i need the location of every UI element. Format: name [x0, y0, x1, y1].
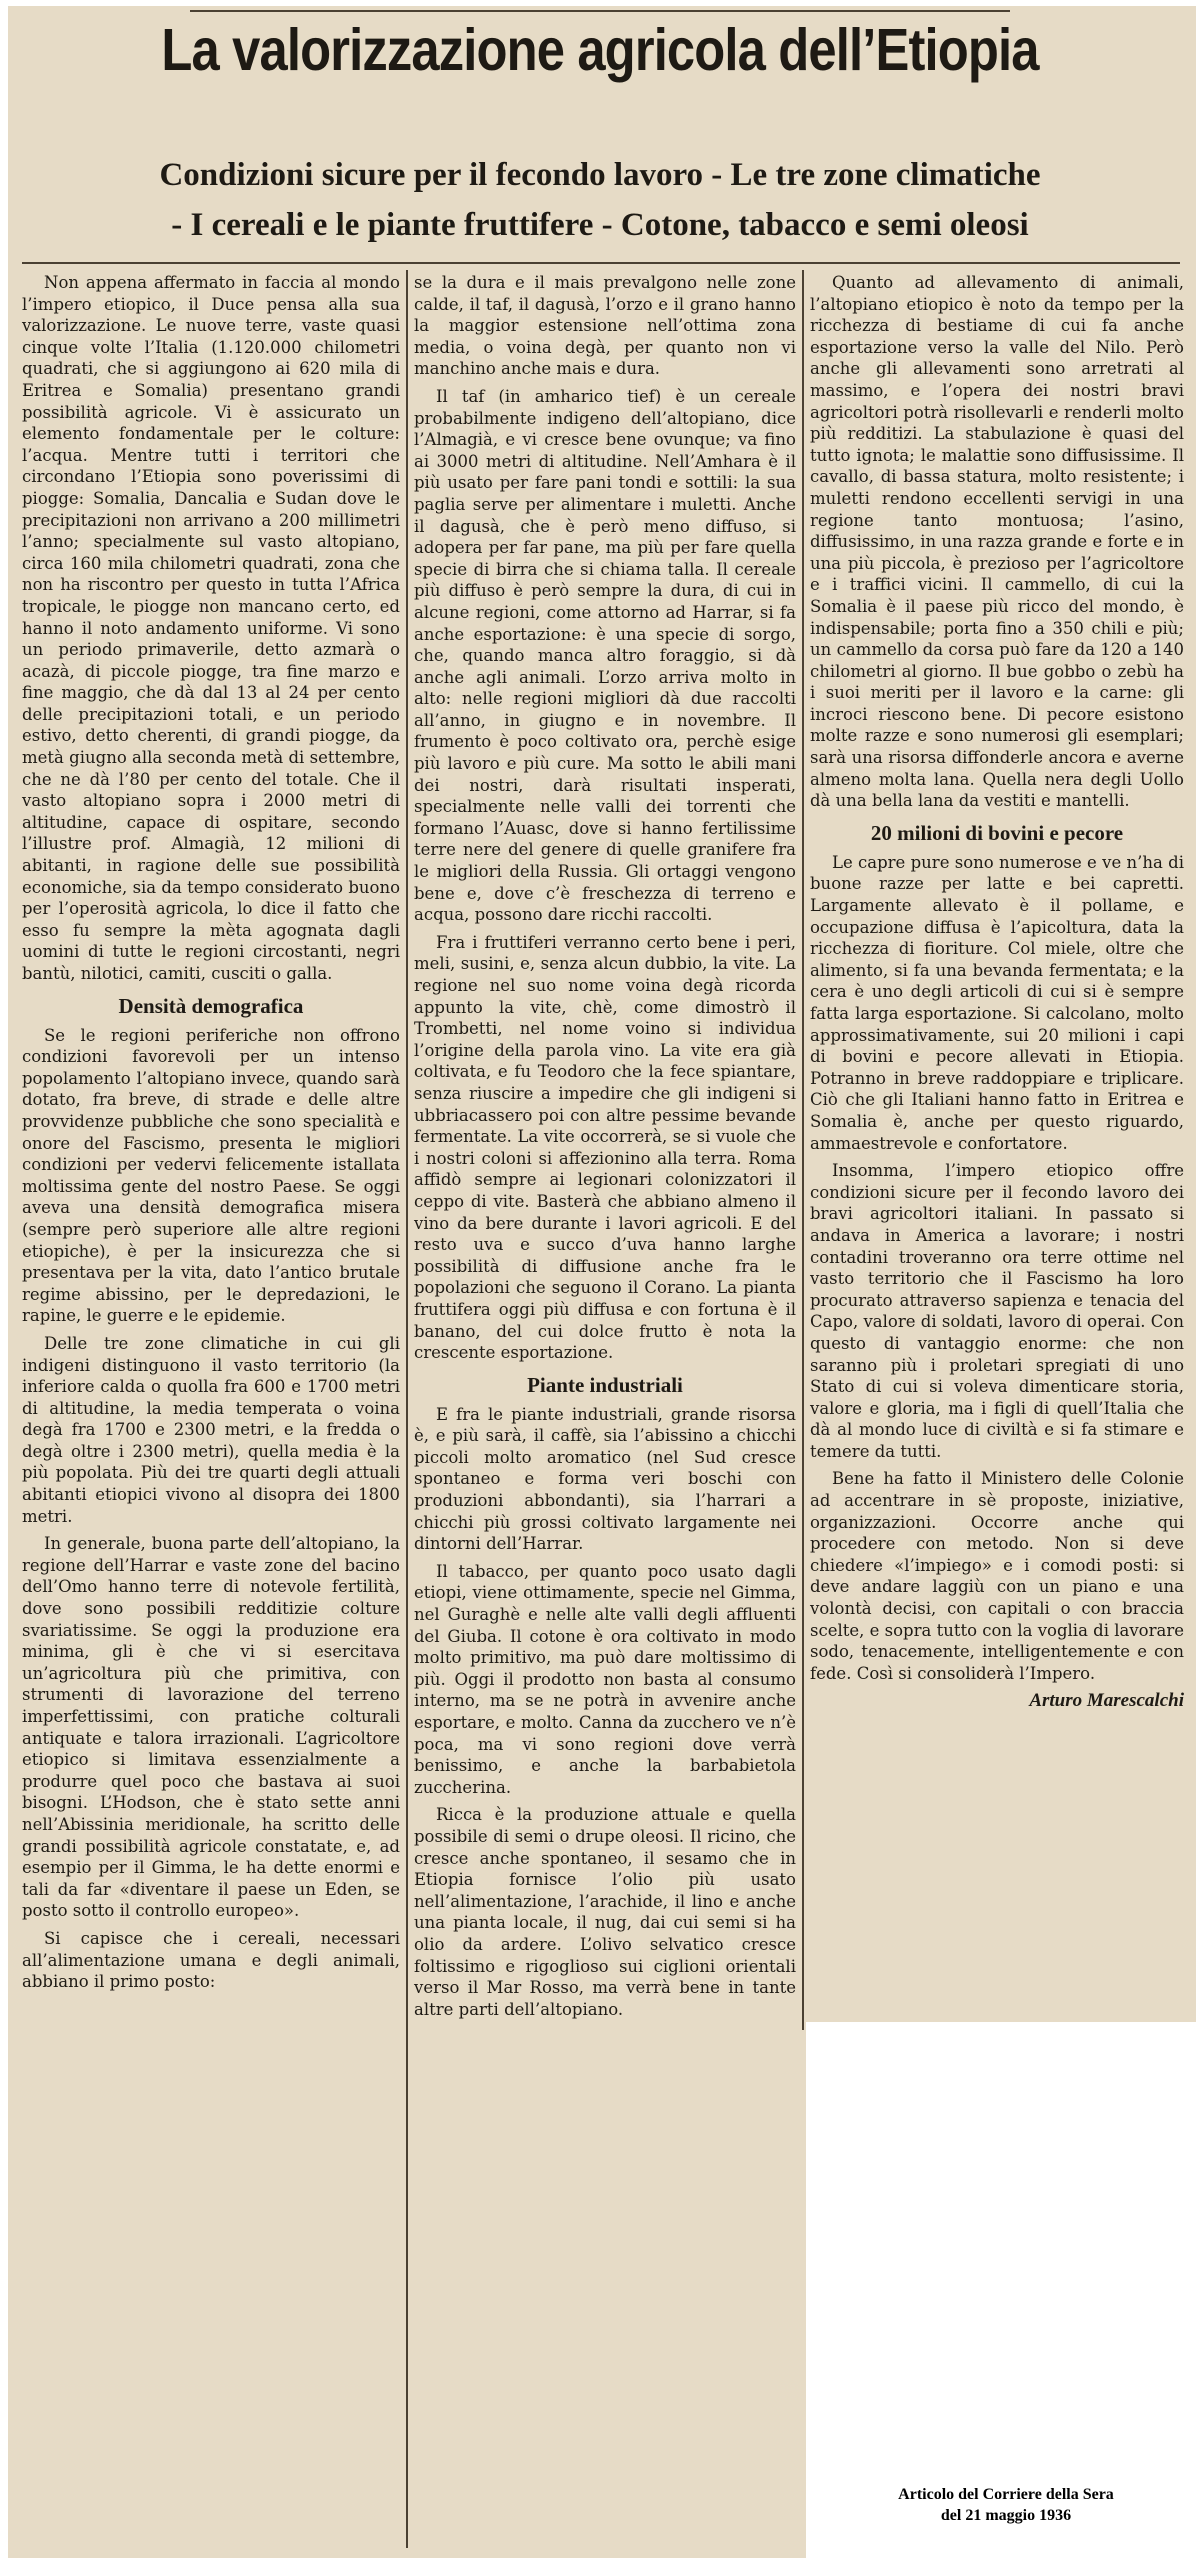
- paragraph: Delle tre zone climatiche in cui gli indigeni distinguono il vasto territorio (la inferiore calda o quolla fra 600 e 1700 metri di altitudine, la media temperata o voina degà fra 1700 e 2300 metri, e la fredda o degà oltre i 2300 metri), quella media è la più popolata. Più dei tre quarti degli attuali abitanti etiopici vivono al disopra dei 1800 metri.: [22, 1333, 400, 1526]
- header-rule: [22, 262, 1180, 264]
- paragraph: Quanto ad allevamento di animali, l’altopiano etiopico è noto da tempo per la ricchezza di bestiame di cui fa anche esportazione verso la valle del Nilo. Però anche gli allevamenti sono arretrati al massimo, e l’opera dei nostri bravi agricoltori potrà risollevarli e renderli molto più redditizi. La stabulazione è quasi del tutto ignota; le malattie sono diffusissime. Il cavallo, di bassa statura, molto resistente; i muletti rendono eccellenti servigi in una regione tanto montuosa; l’asino, diffusissimo, in una razza grande e forte e in una più piccola, è prezioso per l’agricoltore e i traffici vicini. Il cammello, di cui la Somalia è il paese più ricco del mondo, è indispensabile; porta fino a 350 chili e più; un cammello da corsa può fare da 120 a 140 chilometri al giorno. Il bue gobbo o zebù ha i suoi meriti per il lavoro e la carne: gli incroci riescono bene. Di pecore esistono molte razze e sono numerosi gli esemplari; sarà una risorsa diffonderle ancora e averne almeno molta lana. Quella nera degli Uollo dà una bella lana da vestiti e mantelli.: [810, 273, 1184, 811]
- paragraph: Insomma, l’impero etiopico offre condizioni sicure per il fecondo lavoro dei bravi agricoltori italiani. In passato si andava in America a lavorare; i nostri contadini troveranno ora terre ottime nel vasto territorio che il Fascismo ha loro procurato attraverso sapienza e tenacia del Capo, valore di soldati, lavoro di operai. Con questo di vantaggio enorme: che non saranno più i proletari spregiati di uno Stato di cui si voleva dimenticare storia, valore e gloria, ma i figli di quell’Italia che dà al mondo luce di civiltà e si fa stimare e temere da tutti.: [810, 1161, 1184, 1461]
- column-divider-1: [406, 270, 408, 2548]
- author-signature: Arturo Marescalchi: [1029, 1690, 1184, 1712]
- caption-line-1: Articolo del Corriere della Sera: [898, 2486, 1114, 2503]
- paragraph: Le capre pure sono numerose e ve n’ha di buone razze per latte e bei capretti. Largamente allevato è il pollame, e occupazione diffusa è l’apicoltura, data la ricchezza di fioriture. Col miele, oltre che alimento, si fa una bevanda fermentata; e la cera è uno degli articoli di cui si è sempre fatta larga esportazione. Si calcolano, molto approssimativamente, sui 20 milioni i capi di bovini e pecore allevati in Etiopia. Potranno in breve raddoppiare e triplicare. Ciò che gli Italiani hanno fatto in Eritrea e Somalia è, anche per questo riguardo, ammaestrevole e confortatore.: [810, 852, 1184, 1153]
- article-title: La valorizzazione agricola dell’Etiopia: [161, 17, 1039, 83]
- paragraph: Fra i fruttiferi verranno certo bene i peri, meli, susini, e, senza alcun dubbio, la vite. La regione nel suo nome voina degà ricorda appunto la vite, chè, come dimostrò il Trombetti, nel nome voino si individua l’origine della parola vino. La vite era già coltivata, e fu Teodoro che la fece spiantare, senza riuscire a impedire che gli indigeni si ubbriacassero poi con altre pessime bevande fermentate. La vite occorrerà, se si vuole che i nostri coloni si affezionino alla terra. Roma affidò sempre ai legionari colonizzatori il ceppo di vite. Basterà che abbiano almeno il vino da bere durante i lavori agricoli. E del resto uva e succo d’uva hanno larghe possibilità di diffusione anche fra le popolazioni che seguono il Corano. La pianta fruttifera oggi più diffusa e con fortuna è il banano, del cui dolce frutto è nota la crescente esportazione.: [414, 932, 796, 1363]
- column-3: [810, 272, 1184, 1712]
- section-heading-piante: Piante industriali: [527, 1372, 683, 1397]
- paragraph: Ricca è la produzione attuale e quella possibile di semi o drupe oleosi. Il ricino, che cresce anche spontaneo, il sesamo che in Etiopia fornisce l’olio più usato nell’alimentazione, l’arachide, il lino e anche una pianta locale, il nug, dai cui semi si ha olio da ardere. L’olivo selvatico cresce foltissimo e rigoglioso sui ciglioni orientali verso il Mar Rosso, ma verrà bene in tante altre parti dell’altopiano.: [414, 1805, 796, 2019]
- paragraph: Il taf (in amharico tief) è un cereale probabilmente indigeno dell’altopiano, dice l’Almagià, e vi cresce bene ovunque; va fino ai 3000 metri di altitudine. Nell’Amhara è il più usato per fare pani tondi e sottili: la sua paglia serve per alimentare i muletti. Anche il dagusà, che è però meno diffuso, si adopera per far pane, ma più per fare quella specie di birra che si chiama talla. Il cereale più diffuso è però sempre la dura, di cui in alcune regioni, come attorno ad Harrar, si fa anche esportazione: è una specie di sorgo, che, quando manca altro foraggio, si dà anche agli animali. L’orzo arriva molto in alto: nelle regioni migliori dà due raccolti all’anno, in giugno e in novembre. Il frumento è poco coltivato ora, perchè esige più lavoro e più cure. Ma sotto le abili mani dei nostri, darà risultati insperati, specialmente nelle valli dei torrenti che formano l’Auasc, dove si hanno fertilissime terre nere del genere di quelle granifere fra le migliori della Russia. Gli ortaggi vengono bene e, dove c’è freschezza di terreno e acqua, possono dare ricchi raccolti.: [414, 386, 796, 925]
- paragraph: Non appena affermato in faccia al mondo l’impero etiopico, il Duce pensa alla sua valorizzazione. Le nuove terre, vaste quasi cinque volte l’Italia (1.120.000 chilometri quadrati, che si aggiungono ai 620 mila di Eritrea e Somalia) presentano grandi possibilità agricole. Vi è assicurato un elemento fondamentale per le colture: l’acqua. Mentre tutti i territori che circondano l’Etiopia sono poverissimi di piogge: Somalia, Dancalia e Sudan dove le precipitazioni non arrivano a 200 millimetri l’anno; specialmente sul vasto altopiano, circa 160 mila chilometri quadrati, zona che non ha riscontro per questo in tutta l’Africa tropicale, le piogge non mancano certo, ed hanno il noto andamento uniforme. Vi sono un periodo primaverile, detto azmarà o acazà, di piccole piogge, tra fine marzo e fine maggio, che dà dal 13 al 24 per cento delle precipitazioni totali, e un periodo estivo, detto cherenti, di grandi piogge, da metà giugno alla seconda metà di settembre, che ne dà l’80 per cento del totale. Che il vasto altopiano sopra i 2000 metri di altitudine, capace di ospitare, secondo l’illustre prof. Almagià, 12 milioni di abitanti, in ragione delle sue possibilità economiche, sia da tempo considerato buono per l’operosità agricola, lo dice il fatto che esso fu sempre la mèta agognata dagli uomini di tutte le regioni circostanti, negri bantù, nilotici, camiti, cusciti o galla.: [22, 273, 400, 983]
- caption-line-2: del 21 maggio 1936: [940, 2507, 1072, 2524]
- paragraph: Si capisce che i cereali, necessari all’alimentazione umana e degli animali, abbiano il primo posto:: [22, 1928, 400, 1992]
- subtitle-line-2: - I cereali e le piante fruttifere - Cotone, tabacco e semi oleosi: [171, 207, 1029, 243]
- source-caption: [836, 2484, 1176, 2526]
- paragraph: In generale, buona parte dell’altopiano, la regione dell’Harrar e vaste zone del bacino dell’Omo hanno terre di notevole fertilità, dove sono possibili redditizie colture svariatissime. Se oggi la produzione era minima, gli è che vi si esercitava un’agricoltura più che primitiva, con strumenti di lavorazione del terreno imperfettissimi, con pratiche colturali antiquate e talora irrazionali. L’agricoltore etiopico si limitava essenzialmente a produrre quel poco che bastava ai suoi bisogni. L’Hodson, che è stato sette anni nell’Abissinia meridionale, ha scritto delle grandi possibilità agricole constatate, e, ad esempio per il Gimma, le ha dette enormi e tali da far «diventare il paese un Eden, se posto sotto il controllo europeo».: [22, 1534, 400, 1921]
- paragraph: E fra le piante industriali, grande risorsa è, e più sarà, il caffè, sia l’abissino a chicchi piccoli molto aromatico (nel Sud cresce spontaneo e forma veri boschi con produzioni abbondanti), sia l’harrari a chicchi più grossi coltivato largamente nei dintorni dell’Harrar.: [414, 1404, 796, 1554]
- paragraph: Bene ha fatto il Ministero delle Colonie ad accentrare in sè proposte, iniziative, organizzazioni. Occorre anche qui procedere con metodo. Non si deve chiedere «l’impiego» e i comodi posti: si deve andare laggiù con un piano e una volontà decisi, con capitali o con braccia scelte, e sopra tutto con la voglia di lavorare sodo, tenacemente, intelligentemente e con fede. Così si consoliderà l’Impero.: [810, 1469, 1184, 1683]
- paragraph: se la dura e il mais prevalgono nelle zone calde, il taf, il dagusà, l’orzo e il grano hanno la maggior estensione nell’ottima zona media, o voina degà, per quanto non vi manchino anche mais e dura.: [414, 273, 796, 379]
- column-2: [414, 272, 796, 2026]
- article-subtitle: [60, 150, 1140, 250]
- column-1: [22, 272, 400, 1999]
- column-divider-2: [802, 270, 804, 2030]
- paragraph: Il tabacco, per quanto poco usato dagli etiopi, viene ottimamente, specie nel Gimma, nel Guraghè e nelle alte valli degli affluenti del Giuba. Il cotone è ora coltivato in modo molto primitivo, ma può dare moltissimo di più. Oggi il prodotto non basta al consumo interno, ma se ne potrà in avvenire anche esportare, e molto. Canna da zucchero ve n’è poca, ma vi sono regioni dove verrà benissimo, e anche la barbabietola zuccherina.: [414, 1561, 796, 1797]
- paragraph: Se le regioni periferiche non offrono condizioni favorevoli per un intenso popolamento l’altopiano invece, quando sarà dotato, fra breve, di strade e delle altre provvidenze pubbliche che sono specialità e onore del Fascismo, presenta le migliori condizioni per vedervi felicemente istallata moltissima gente del nostro Paese. Se oggi aveva una densità demografica misera (sempre però superiore alle altre regioni etiopiche), è per la insicurezza che si presentava per la vita, dato l’antico brutale regime abissino, per le depredazioni, le rapine, le guerre e le epidemie.: [22, 1025, 400, 1326]
- section-heading-bovini: 20 milioni di bovini e pecore: [870, 820, 1124, 845]
- section-heading-densita: Densità demografica: [118, 993, 304, 1018]
- subtitle-line-1: Condizioni sicure per il fecondo lavoro - Le tre zone climatiche: [159, 157, 1041, 193]
